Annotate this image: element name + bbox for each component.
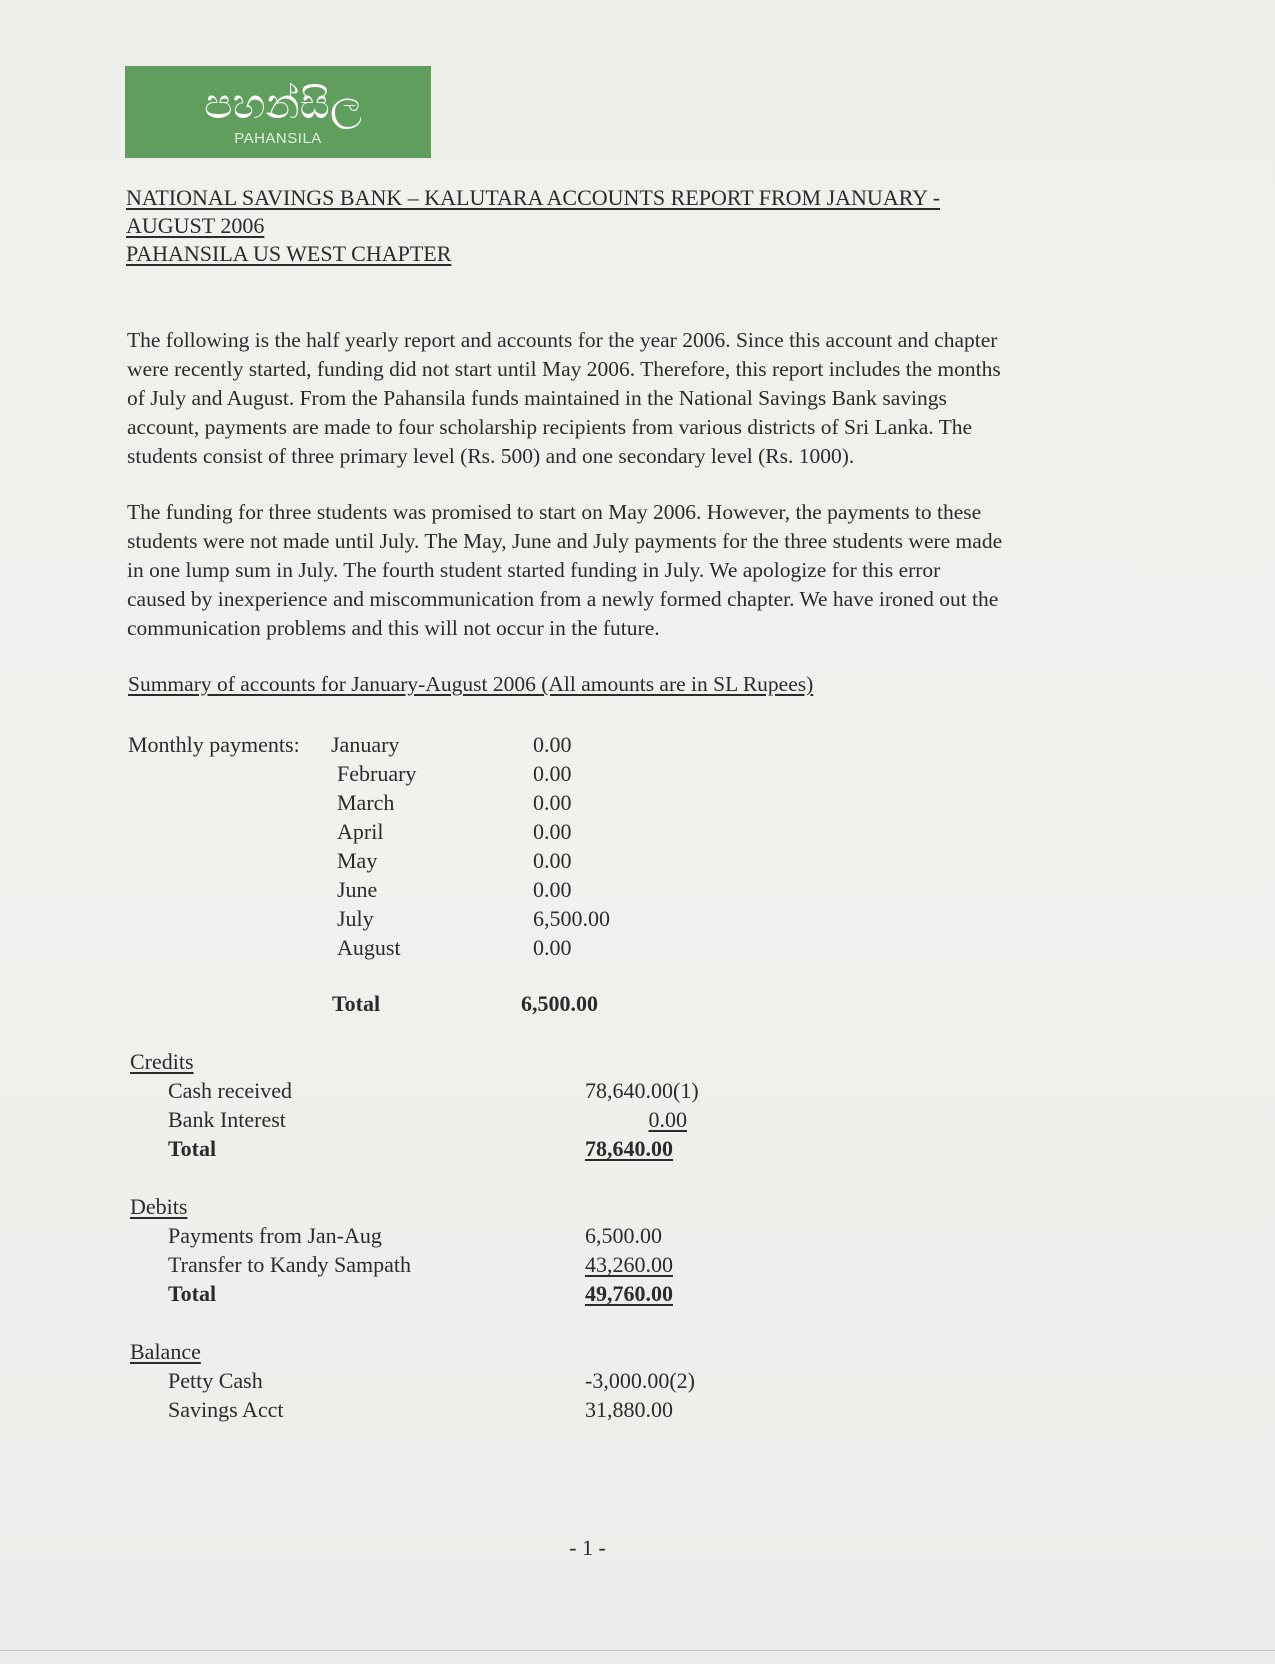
- logo-caption: PAHANSILA: [234, 130, 322, 147]
- credit-item-amount: [557, 1105, 687, 1134]
- credit-item-label: Bank Interest: [168, 1107, 286, 1132]
- paragraph-line: caused by inexperience and miscommunication from a newly formed chapter. We have ironed out the: [127, 587, 999, 611]
- debits-heading: Debits: [130, 1194, 188, 1219]
- monthly-payments-label: Monthly payments:: [128, 732, 300, 757]
- credits-total-amount: 78,640.00: [585, 1136, 673, 1161]
- balance-item-amount: -3,000.00(2): [585, 1368, 695, 1393]
- sinhala-script-logo-graphic: [183, 68, 383, 138]
- monthly-total-label: Total: [332, 991, 381, 1016]
- month-amount: 0.00: [533, 848, 572, 873]
- month-label: August: [337, 935, 401, 960]
- scan-edge-divider: [0, 1650, 1275, 1651]
- balance-item-amount: 31,880.00: [585, 1397, 673, 1422]
- funding-paragraph: [127, 498, 1187, 643]
- title-line: AUGUST 2006: [126, 213, 265, 238]
- title-line: NATIONAL SAVINGS BANK – KALUTARA ACCOUNTS REPORT FROM JANUARY -: [126, 185, 941, 210]
- summary-heading: Summary of accounts for January-August 2006 (All amounts are in SL Rupees): [128, 672, 814, 696]
- debit-item-label: Payments from Jan-Aug: [168, 1223, 382, 1248]
- balance-item-label: Petty Cash: [168, 1368, 263, 1393]
- month-label: March: [337, 790, 395, 815]
- month-amount: 0.00: [533, 935, 572, 960]
- paragraph-line: account, payments are made to four scholarship recipients from various districts of Sri Lanka. The: [127, 415, 973, 439]
- paragraph-line: of July and August. From the Pahansila funds maintained in the National Savings Bank savings: [127, 386, 947, 410]
- month-label: July: [337, 906, 374, 931]
- credit-item-label: Cash received: [168, 1078, 292, 1103]
- report-title: [126, 184, 1126, 268]
- paragraph-line: students were not made until July. The May, June and July payments for the three students were made: [127, 529, 1003, 553]
- month-amount: 0.00: [533, 761, 572, 786]
- month-amount: 0.00: [533, 732, 572, 757]
- paragraph-line: communication problems and this will not occur in the future.: [127, 616, 660, 640]
- credits-total-label: Total: [168, 1136, 217, 1161]
- paragraph-line: students consist of three primary level (Rs. 500) and one secondary level (Rs. 1000).: [127, 444, 855, 468]
- paragraph-line: in one lump sum in July. The fourth student started funding in July. We apologize for this error: [127, 558, 941, 582]
- debit-item-amount: 43,260.00: [585, 1252, 673, 1277]
- month-label: June: [337, 877, 378, 902]
- month-amount: 0.00: [533, 819, 572, 844]
- paragraph-line: The funding for three students was promised to start on May 2006. However, the payments to these: [127, 500, 982, 524]
- month-amount: 6,500.00: [533, 906, 610, 931]
- paragraph-line: were recently started, funding did not start until May 2006. Therefore, this report includes the months: [127, 357, 1001, 381]
- balance-item-label: Savings Acct: [168, 1397, 284, 1422]
- credits-heading: Credits: [130, 1049, 194, 1074]
- paragraph-line: The following is the half yearly report and accounts for the year 2006. Since this account and chapter: [127, 328, 998, 352]
- balance-heading: Balance: [130, 1339, 201, 1364]
- debit-item-label: Transfer to Kandy Sampath: [168, 1252, 411, 1277]
- month-label: January: [331, 732, 400, 757]
- pahansila-logo: [125, 66, 431, 158]
- svg-text:පහන්සිල: පහන්සිල: [204, 79, 362, 128]
- month-amount: 0.00: [533, 877, 572, 902]
- monthly-total-amount: 6,500.00: [521, 991, 598, 1016]
- month-label: April: [337, 819, 384, 844]
- month-label: May: [337, 848, 378, 873]
- debits-total-label: Total: [168, 1281, 217, 1306]
- debits-total-amount: 49,760.00: [585, 1281, 673, 1306]
- title-line: PAHANSILA US WEST CHAPTER: [126, 241, 452, 266]
- month-label: February: [337, 761, 417, 786]
- credit-item-amount: 78,640.00(1): [585, 1078, 699, 1103]
- month-amount: 0.00: [533, 790, 572, 815]
- debit-item-amount: 6,500.00: [585, 1223, 662, 1248]
- bank-interest-amount: 0.00: [648, 1107, 687, 1132]
- intro-paragraph: [127, 326, 1187, 471]
- page-number: - 1 -: [569, 1535, 606, 1560]
